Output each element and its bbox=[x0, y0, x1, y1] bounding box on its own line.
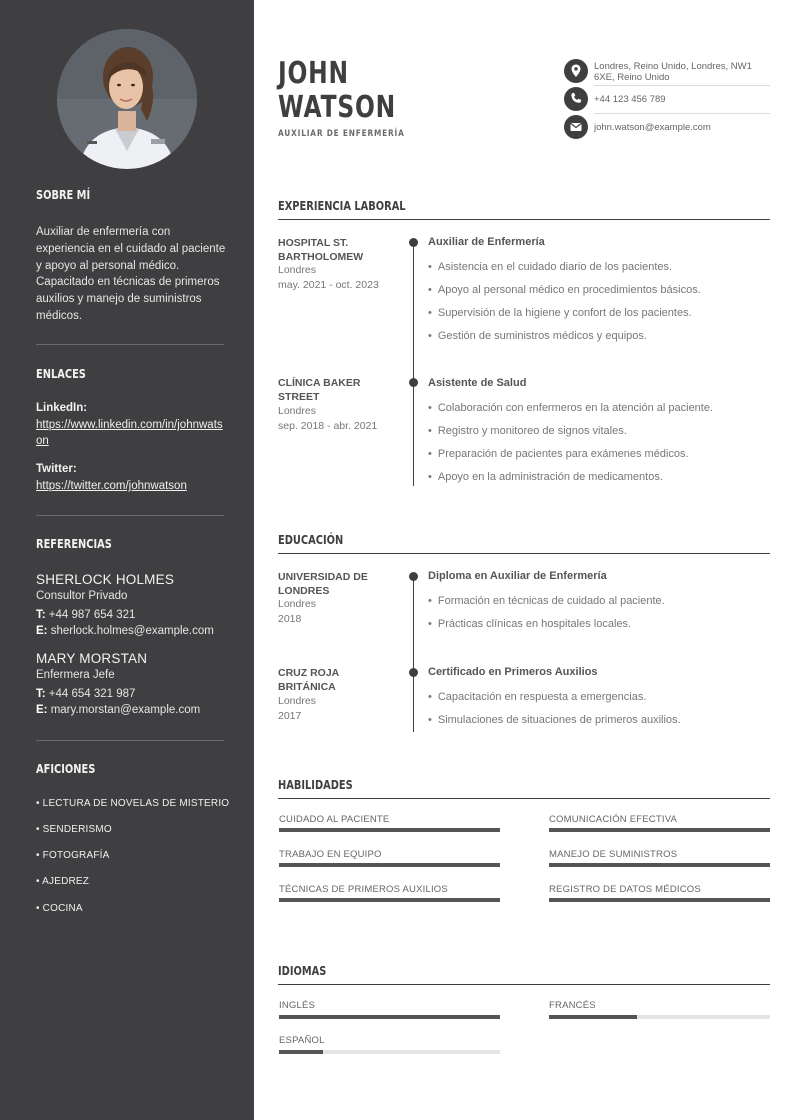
job-role: AUXILIAR DE ENFERMERÍA bbox=[278, 129, 405, 139]
sidebar-divider bbox=[36, 344, 224, 345]
language-bar bbox=[279, 1015, 500, 1019]
linkedin-link[interactable]: https://www.linkedin.com/in/johnwatson bbox=[36, 419, 223, 447]
reference-email-value[interactable]: mary.morstan@example.com bbox=[50, 704, 201, 716]
experience-org: CLÍNICA BAKER STREET bbox=[278, 377, 361, 403]
experience-bullet: • Apoyo al personal médico en procedimientos básicos. bbox=[428, 284, 701, 296]
education-location: Londres bbox=[278, 695, 316, 707]
language-bar bbox=[549, 1015, 770, 1019]
experience-bullet: • Apoyo en la administración de medicamentos. bbox=[428, 471, 663, 483]
section-rule bbox=[278, 219, 770, 220]
last-name: WATSON bbox=[278, 90, 397, 125]
reference-phone-value: +44 654 321 987 bbox=[48, 688, 136, 700]
skill-bar-fill bbox=[549, 863, 770, 867]
timeline-dot bbox=[409, 378, 418, 387]
contact-divider bbox=[594, 113, 770, 114]
education-title: Certificado en Primeros Auxilios bbox=[428, 666, 598, 678]
mail-icon bbox=[564, 115, 588, 139]
reference-phone-label: T: bbox=[36, 609, 46, 621]
timeline-line bbox=[413, 243, 414, 486]
reference-phone-value: +44 987 654 321 bbox=[48, 609, 136, 621]
hobby-item: • COCINA bbox=[36, 903, 83, 914]
skill-label: TRABAJO EN EQUIPO bbox=[279, 849, 382, 860]
education-org: UNIVERSIDAD DE LONDRES bbox=[278, 571, 368, 597]
language-label: FRANCÉS bbox=[549, 1000, 596, 1011]
reference-email-label: E: bbox=[36, 625, 48, 637]
experience-location: Londres bbox=[278, 405, 316, 417]
address-text: Londres, Reino Unido, Londres, NW1 6XE, Reino Unido bbox=[594, 61, 752, 83]
hobby-item: • SENDERISMO bbox=[36, 824, 112, 835]
experience-bullet: • Colaboración con enfermeros en la atención al paciente. bbox=[428, 402, 713, 414]
links-heading: ENLACES bbox=[36, 367, 86, 381]
skill-label: TÉCNICAS DE PRIMEROS AUXILIOS bbox=[279, 884, 448, 895]
hobby-item: • AJEDREZ bbox=[36, 876, 90, 887]
language-bar-fill bbox=[549, 1015, 637, 1019]
experience-title: Asistente de Salud bbox=[428, 377, 527, 389]
reference-email-value[interactable]: sherlock.holmes@example.com bbox=[50, 625, 214, 637]
skill-bar bbox=[279, 828, 500, 832]
experience-location: Londres bbox=[278, 264, 316, 276]
profile-photo bbox=[57, 29, 197, 169]
reference-phone bbox=[36, 688, 135, 700]
skills-heading: HABILIDADES bbox=[278, 778, 353, 792]
section-rule bbox=[278, 984, 770, 985]
reference-name: SHERLOCK HOLMES bbox=[36, 572, 175, 587]
about-text: Auxiliar de enfermería con experiencia en el cuidado al paciente y apoyo al personal médico. Capacitado en técnicas de primeros auxilios y manejo de suministros médicos. bbox=[36, 226, 226, 322]
reference-title: Enfermera Jefe bbox=[36, 669, 115, 681]
experience-org: HOSPITAL ST. BARTHOLOMEW bbox=[278, 237, 364, 263]
skill-bar bbox=[549, 898, 770, 902]
timeline-dot bbox=[409, 238, 418, 247]
reference-phone-label: T: bbox=[36, 688, 46, 700]
sidebar-divider bbox=[36, 740, 224, 741]
phone-icon bbox=[564, 87, 588, 111]
skill-label: REGISTRO DE DATOS MÉDICOS bbox=[549, 884, 701, 895]
twitter-link[interactable]: https://twitter.com/johnwatson bbox=[36, 480, 187, 492]
timeline-line bbox=[413, 577, 414, 732]
experience-dates: sep. 2018 - abr. 2021 bbox=[278, 420, 378, 432]
first-name: JOHN bbox=[278, 56, 349, 91]
skill-label: CUIDADO AL PACIENTE bbox=[279, 814, 390, 825]
experience-bullet: • Gestión de suministros médicos y equipos. bbox=[428, 330, 647, 342]
education-bullet: • Formación en técnicas de cuidado al paciente. bbox=[428, 595, 665, 607]
profile-photo-image bbox=[57, 29, 197, 169]
sidebar bbox=[0, 0, 254, 1120]
skill-bar-fill bbox=[279, 828, 500, 832]
skill-bar bbox=[279, 863, 500, 867]
languages-heading: IDIOMAS bbox=[278, 964, 327, 978]
experience-bullet: • Supervisión de la higiene y confort de los pacientes. bbox=[428, 307, 692, 319]
linkedin-label: LinkedIn: bbox=[36, 402, 88, 414]
skill-bar-fill bbox=[549, 828, 770, 832]
email-text[interactable]: john.watson@example.com bbox=[594, 122, 711, 133]
reference-email-label: E: bbox=[36, 704, 48, 716]
education-bullet: • Prácticas clínicas en hospitales locales. bbox=[428, 618, 631, 630]
skill-label: COMUNICACIÓN EFECTIVA bbox=[549, 814, 678, 825]
education-org: CRUZ ROJA BRITÁNICA bbox=[278, 667, 339, 693]
hobbies-heading: AFICIONES bbox=[36, 762, 96, 776]
skill-bar bbox=[549, 828, 770, 832]
about-heading: SOBRE MÍ bbox=[36, 188, 91, 202]
experience-bullet: • Preparación de pacientes para exámenes médicos. bbox=[428, 448, 689, 460]
contact-divider bbox=[594, 85, 770, 86]
phone-text: +44 123 456 789 bbox=[594, 94, 666, 105]
references-heading: REFERENCIAS bbox=[36, 537, 112, 551]
language-bar bbox=[279, 1050, 500, 1054]
section-rule bbox=[278, 553, 770, 554]
education-heading: EDUCACIÓN bbox=[278, 533, 344, 547]
experience-heading: EXPERIENCIA LABORAL bbox=[278, 199, 406, 213]
education-location: Londres bbox=[278, 598, 316, 610]
education-bullet: • Capacitación en respuesta a emergencias. bbox=[428, 691, 646, 703]
skill-bar-fill bbox=[279, 898, 500, 902]
experience-title: Auxiliar de Enfermería bbox=[428, 236, 545, 248]
skill-label: MANEJO DE SUMINISTROS bbox=[549, 849, 678, 860]
hobby-item: • LECTURA DE NOVELAS DE MISTERIO bbox=[36, 798, 230, 809]
education-dates: 2018 bbox=[278, 613, 302, 625]
language-label: ESPAÑOL bbox=[279, 1035, 325, 1046]
experience-bullet: • Asistencia en el cuidado diario de los pacientes. bbox=[428, 261, 672, 273]
location-icon bbox=[564, 59, 588, 83]
experience-dates: may. 2021 - oct. 2023 bbox=[278, 279, 379, 291]
section-rule bbox=[278, 798, 770, 799]
reference-phone bbox=[36, 609, 135, 621]
skill-bar bbox=[279, 898, 500, 902]
skill-bar-fill bbox=[549, 898, 770, 902]
education-bullet: • Simulaciones de situaciones de primeros auxilios. bbox=[428, 714, 681, 726]
education-dates: 2017 bbox=[278, 710, 302, 722]
reference-title: Consultor Privado bbox=[36, 590, 128, 602]
twitter-label: Twitter: bbox=[36, 463, 77, 475]
language-bar-fill bbox=[279, 1015, 500, 1019]
reference-name: MARY MORSTAN bbox=[36, 651, 148, 666]
experience-bullet: • Registro y monitoreo de signos vitales. bbox=[428, 425, 627, 437]
skill-bar-fill bbox=[279, 863, 500, 867]
language-label: INGLÉS bbox=[279, 1000, 316, 1011]
language-bar-fill bbox=[279, 1050, 323, 1054]
timeline-dot bbox=[409, 572, 418, 581]
timeline-dot bbox=[409, 668, 418, 677]
reference-email bbox=[36, 704, 200, 716]
skill-bar bbox=[549, 863, 770, 867]
reference-email bbox=[36, 625, 214, 637]
sidebar-divider bbox=[36, 515, 224, 516]
hobby-item: • FOTOGRAFÍA bbox=[36, 850, 110, 861]
education-title: Diploma en Auxiliar de Enfermería bbox=[428, 570, 607, 582]
